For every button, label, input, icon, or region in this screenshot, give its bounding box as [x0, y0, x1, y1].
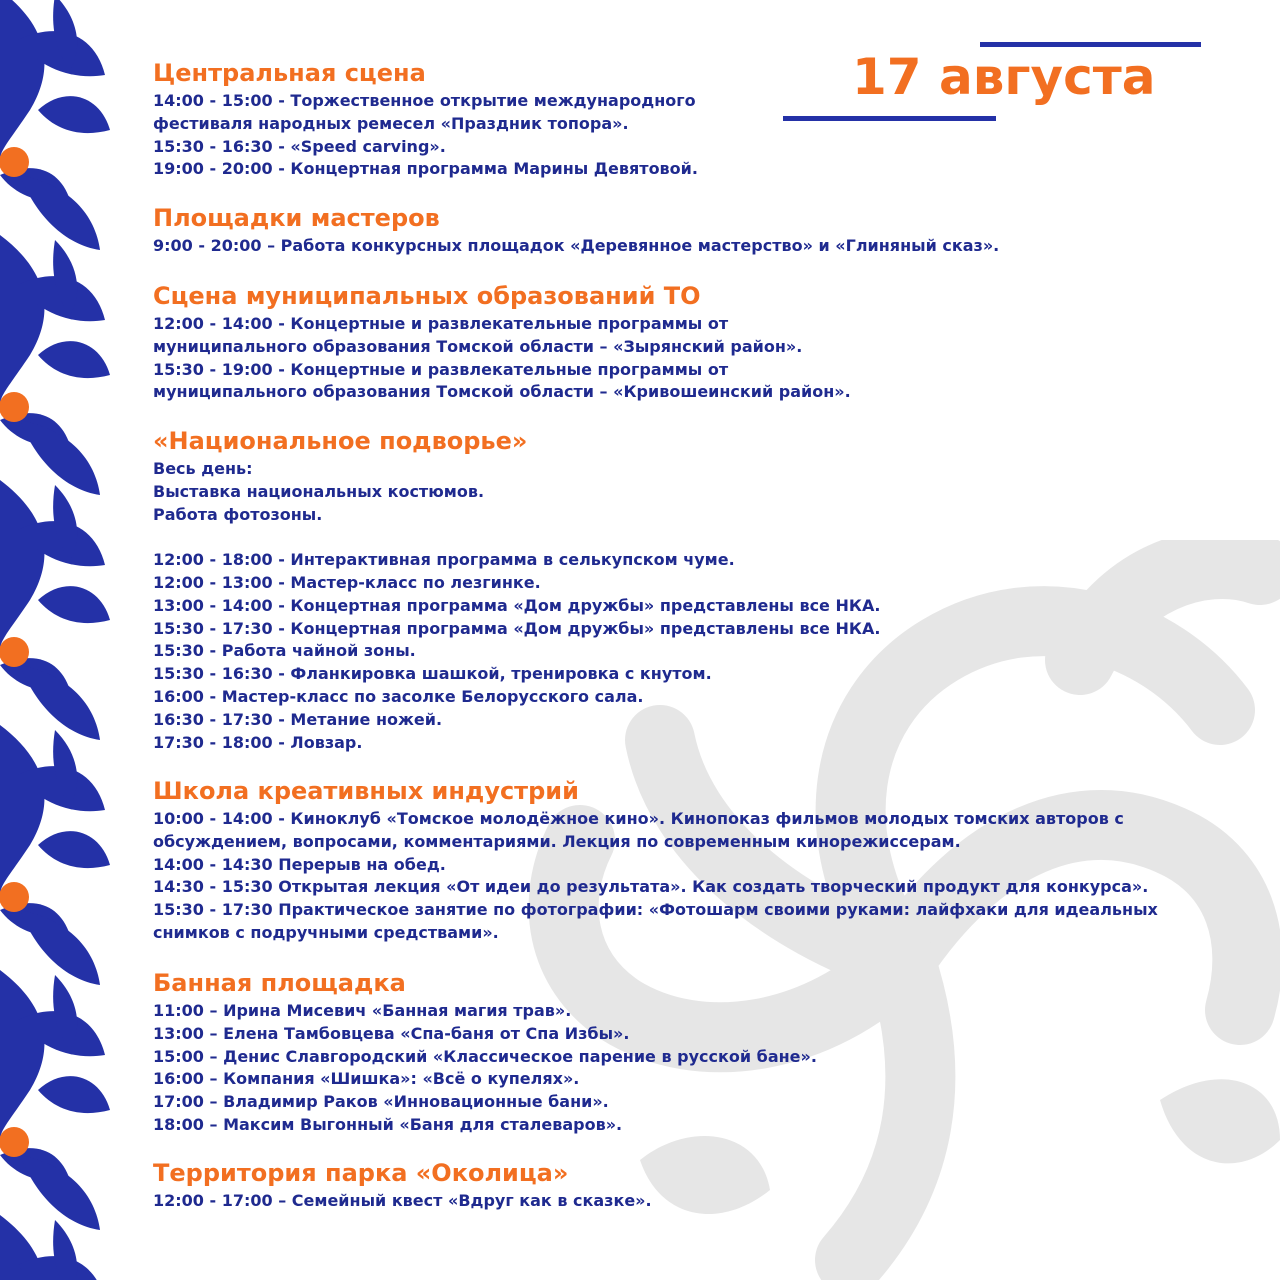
schedule-line: 9:00 - 20:00 – Работа конкурсных площадок «Деревянное мастерство» и «Глиняный сказ».: [153, 236, 1000, 255]
section-masters-sites: [153, 201, 999, 258]
schedule-line: 15:00 – Денис Славгородский «Классическое парение в русской бане».: [153, 1046, 817, 1066]
section-municipal-stage: [153, 279, 851, 404]
schedule-line: 12:00 - 13:00 - Мастер-класс по лезгинке.: [153, 572, 541, 592]
ornament-leaf-tile: [0, 0, 110, 250]
section-title: Банная площадка: [153, 969, 406, 997]
section-title: Школа креативных индустрий: [153, 777, 579, 805]
schedule-line: 15:30 - 16:30 - Фланкировка шашкой, тренировка с кнутом.: [153, 664, 712, 684]
schedule-line: 17:00 – Владимир Раков «Инновационные бани».: [153, 1092, 609, 1112]
section-title: «Национальное подворье»: [153, 427, 528, 455]
section-bath-site: [153, 966, 817, 1137]
section-title: Площадки мастеров: [153, 204, 440, 232]
schedule-line: 12:00 - 14:00 - Концертные и развлекательные программы от: [153, 314, 729, 333]
section-title: Сцена муниципальных образований ТО: [153, 282, 701, 310]
schedule-line: муниципального образования Томской области – «Зырянский район».: [153, 336, 803, 356]
schedule-line: 18:00 – Максим Выгонный «Баня для сталеваров».: [153, 1114, 623, 1134]
ornament-leaf-tile: [0, 725, 110, 985]
schedule-line: Весь день:: [153, 459, 253, 478]
schedule-line: обсуждением, вопросами, комментариями. Лекция по современным кинорежиссерам.: [153, 831, 961, 851]
schedule-line: 16:30 - 17:30 - Метание ножей.: [153, 709, 443, 729]
section-creative-school: [153, 774, 1158, 945]
schedule-line: 19:00 - 20:00 - Концертная программа Марины Девятовой.: [153, 159, 698, 179]
schedule-line: 15:30 - 17:30 - Концертная программа «Дом дружбы» представлены все НКА.: [153, 618, 881, 638]
schedule-line: муниципального образования Томской области – «Кривошеинский район».: [153, 382, 851, 402]
section-central-stage: [153, 56, 698, 181]
schedule-line: 16:00 - Мастер-класс по засолке Белорусского сала.: [153, 686, 644, 706]
section-title: Центральная сцена: [153, 59, 426, 87]
schedule-line: 14:00 - 14:30 Перерыв на обед.: [153, 854, 446, 874]
section-national-yard: [153, 424, 880, 754]
section-okolitsa-park: [153, 1156, 652, 1213]
schedule-line: 15:30 - 16:30 - «Speed carving».: [153, 136, 446, 156]
ornament-leaf-tile: [0, 480, 110, 740]
schedule-line: 13:00 – Елена Тамбовцева «Спа-баня от Спа Избы».: [153, 1023, 630, 1043]
schedule-line: 16:00 – Компания «Шишка»: «Всё о купелях».: [153, 1069, 580, 1089]
date-underline-top: [980, 42, 1201, 47]
date-header: [780, 40, 1205, 125]
schedule-line: 11:00 – Ирина Мисевич «Банная магия трав».: [153, 1001, 572, 1020]
schedule-line: Выставка национальных костюмов.: [153, 481, 485, 501]
schedule-line: 15:30 - 19:00 - Концертные и развлекательные программы от: [153, 359, 729, 379]
schedule-line: 14:00 - 15:00 - Торжественное открытие международного: [153, 91, 696, 110]
schedule-line: 13:00 - 14:00 - Концертная программа «Дом дружбы» представлены все НКА.: [153, 595, 881, 615]
folk-ornament-border: [0, 0, 110, 1280]
schedule-line: Работа фотозоны.: [153, 504, 323, 524]
spacer: [153, 526, 880, 549]
event-date: 17 августа: [852, 48, 1156, 106]
schedule-line: 17:30 - 18:00 - Ловзар.: [153, 732, 363, 752]
date-underline-bottom: [783, 116, 996, 121]
schedule-line: 15:30 - 17:30 Практическое занятие по фотографии: «Фотошарм своими руками: лайфхаки для идеальных: [153, 900, 1158, 920]
schedule-line: фестиваля народных ремесел «Праздник топора».: [153, 113, 629, 133]
schedule-line: 12:00 - 18:00 - Интерактивная программа в селькупском чуме.: [153, 550, 735, 570]
ornament-leaf-tile: [0, 970, 110, 1230]
ornament-leaf-tile: [0, 235, 110, 495]
schedule-line: 10:00 - 14:00 - Киноклуб «Томское молодёжное кино». Кинопоказ фильмов молодых томских авторов с: [153, 809, 1124, 828]
section-title: Территория парка «Околица»: [153, 1159, 569, 1187]
schedule-line: 15:30 - Работа чайной зоны.: [153, 641, 416, 661]
schedule-line: 12:00 - 17:00 – Семейный квест «Вдруг как в сказке».: [153, 1191, 652, 1210]
schedule-line: 14:30 - 15:30 Открытая лекция «От идеи до результата». Как создать творческий продукт для конкурса».: [153, 877, 1149, 897]
schedule-line: снимков с подручными средствами».: [153, 922, 499, 942]
